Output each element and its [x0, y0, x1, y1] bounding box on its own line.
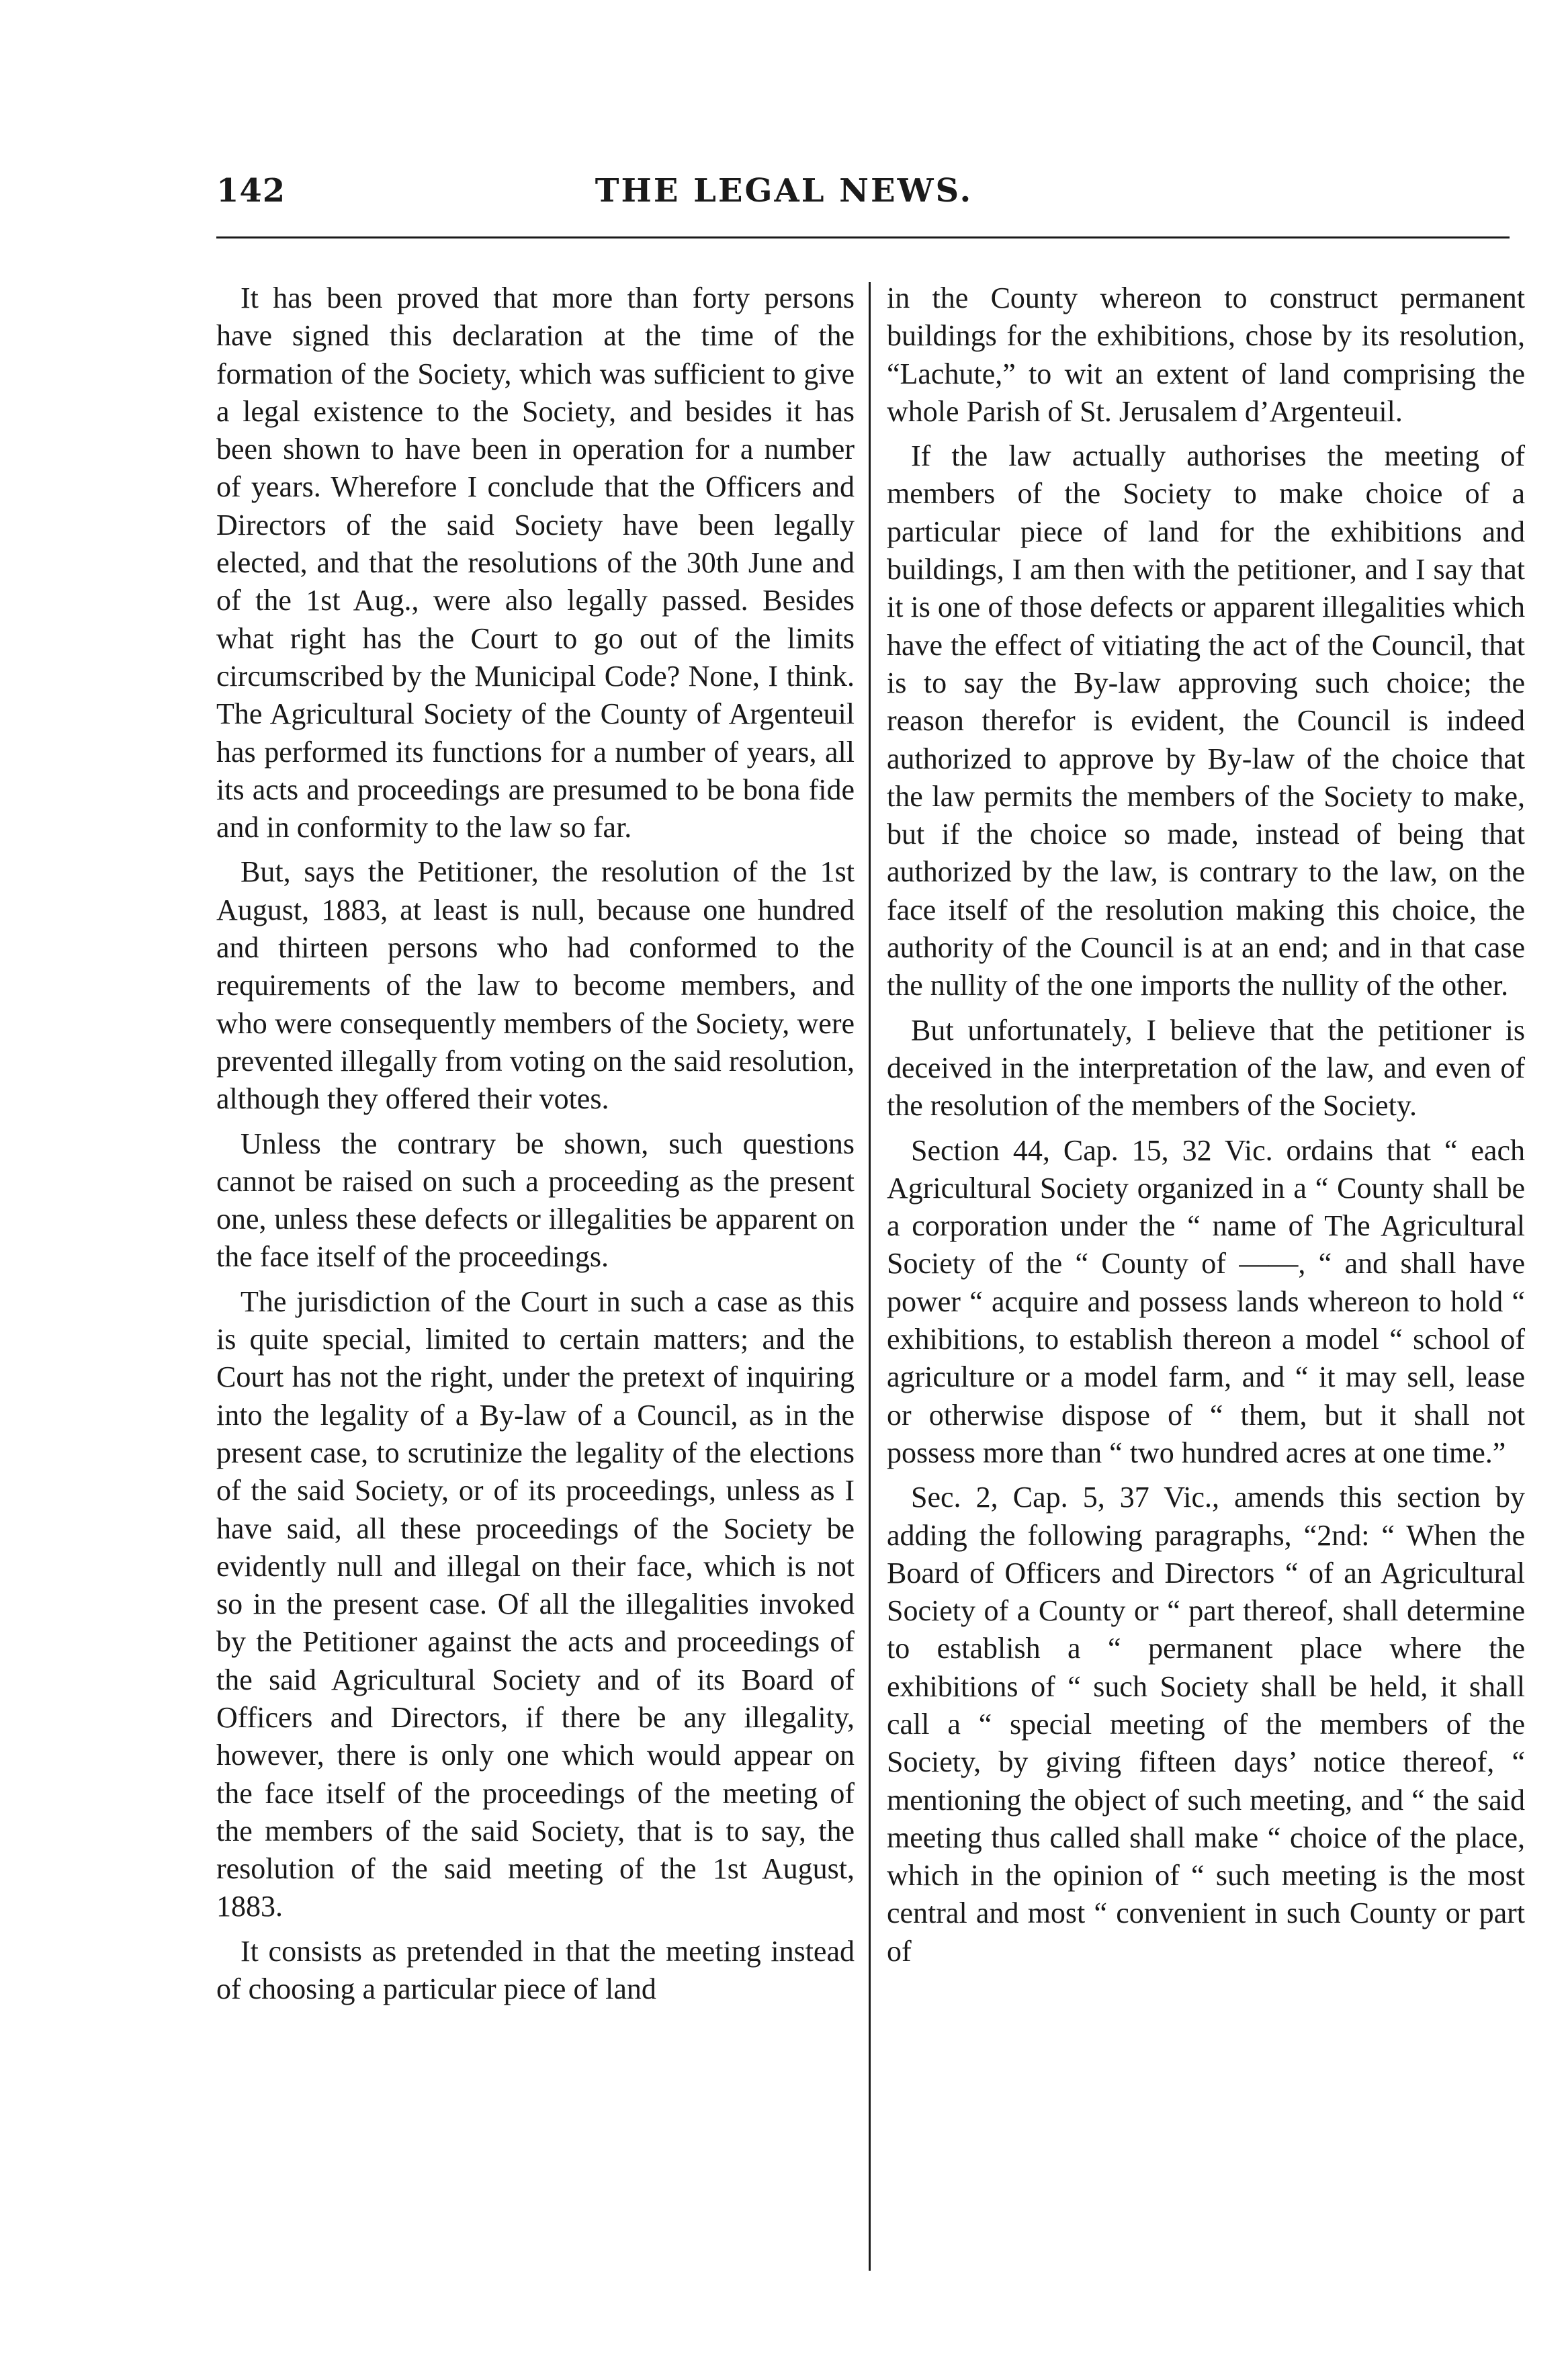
right-column: [887, 279, 1525, 1970]
paragraph: Section 44, Cap. 15, 32 Vic. ordains that “ each Agricultural Society organized in a “ County shall be a corporation under the “ name of The Agricultural Society of the “ County of ——, “ and shall have power “ acquire and possess lands whereon to hold “ exhibitions, to establish thereon a model “ school of agriculture or a model farm, and “ it may sell, lease or otherwise dispose of “ them, but it shall not possess more than “ two hundred acres at one time.”: [887, 1133, 1525, 1469]
left-column: [216, 279, 855, 2008]
page-number: 142: [216, 172, 286, 210]
paragraph: But, says the Petitioner, the resolution of the 1st August, 1883, at least is null, because one hundred and thirteen persons who had conformed to the requirements of the law to become members, and who were consequently members of the Society, were prevented illegally from voting on the said resolution, although they offered their votes.: [216, 855, 855, 1116]
paragraph: If the law actually authorises the meeting of members of the Society to make choice of a particular piece of land for the exhibitions and buildings, I am then with the petitioner, and I say that it is one of those defects or apparent illegalities which have the effect of vitiating the act of the Council, that is to say the By-law approving such choice; the reason therefor is evident, the Council is indeed authorized to approve by By-law of the choice that the law permits the members of the Society to make, but if the choice so made, instead of being that authorized by the law, is contrary to the law, on the face itself of the resolution making this choice, the authority of the Council is at an end; and in that case the nullity of the one imports the nullity of the other.: [887, 439, 1525, 1002]
paragraph: It has been proved that more than forty persons have signed this declaration at the time of the formation of the Society, which was sufficient to give a legal existence to the Society, and besides it has been shown to have been in operation for a number of years. Wherefore I conclude that the Officers and Directors of the said Society have been legally elected, and that the resolutions of the 30th June and of the 1st Aug., were also legally passed. Besides what right has the Court to go out of the limits circumscribed by the Municipal Code? None, I think. The Agricultural Society of the County of Argenteuil has performed its functions for a number of years, all its acts and proceedings are presumed to be bona fide and in conformity to the law so far.: [216, 281, 855, 844]
paragraph: But unfortunately, I believe that the petitioner is deceived in the interpretation of the law, and even of the resolution of the members of the Society.: [887, 1013, 1525, 1123]
column-divider: [869, 282, 871, 2271]
paragraph: Unless the contrary be shown, such questions cannot be raised on such a proceeding as the present one, unless these defects or illegalities be apparent on the face itself of the proceedings.: [216, 1127, 855, 1274]
paragraph: The jurisdiction of the Court in such a case as this is quite special, limited to certain matters; and the Court has not the right, under the pretext of inquiring into the legality of a By-law of a Council, as in the present case, to scrutinize the legality of the elections of the said Society, or of its proceedings, unless as I have said, all these proceedings of the Society be evidently null and illegal on their face, which is not so in the present case. Of all the illegalities invoked by the Petitioner against the acts and proceedings of the said Agricultural Society and of its Board of Officers and Directors, if there be any illegality, however, there is only one which would appear on the face itself of the proceedings of the meeting of the members of the said Society, that is to say, the resolution of the said meeting of the 1st August, 1883.: [216, 1284, 855, 1923]
header-rule: [216, 236, 1510, 238]
running-title: THE LEGAL NEWS.: [595, 172, 973, 210]
paragraph: in the County whereon to construct permanent buildings for the exhibitions, chose by its resolution, “Lachute,” to wit an extent of land comprising the whole Parish of St. Jerusalem d’Argenteuil.: [887, 281, 1525, 428]
paragraph: Sec. 2, Cap. 5, 37 Vic., amends this section by adding the following paragraphs, “2nd: “ When the Board of Officers and Directors “ of an Agricultural Society of a County or “ part thereof, shall determine to establish a “ permanent place where the exhibitions of “ such Society shall be held, it shall call a “ special meeting of the members of the Society, by giving fifteen days’ notice thereof, “ mentioning the object of such meeting, and “ the said meeting thus called shall make “ choice of the place, which in the opinion of “ such meeting is the most central and most “ convenient in such County or part of: [887, 1481, 1525, 1968]
paragraph: It consists as pretended in that the meeting instead of choosing a particular piece of land: [216, 1934, 855, 2006]
